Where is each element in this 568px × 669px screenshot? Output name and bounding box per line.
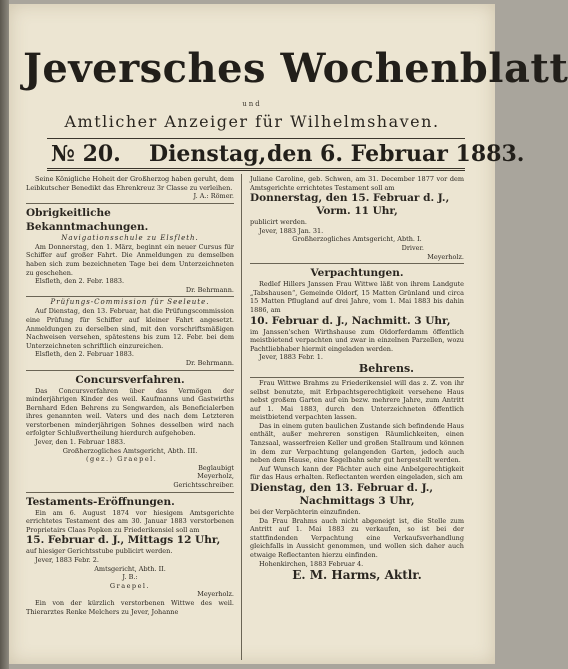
issue-date: den 6. Februar 1883. — [267, 141, 525, 167]
separator — [26, 203, 234, 204]
separator — [26, 492, 234, 493]
pruefung-signature: Dr. Behrmann. — [185, 358, 234, 367]
heading-verpachtungen: Verpachtungen. — [310, 267, 404, 280]
heading-concursverfahren: Concursverfahren. — [75, 373, 185, 386]
brahms-place-date: Hohenkirchen, 1883 Februar 4. — [259, 559, 364, 568]
continued-notice-cont: publicirt werden. — [250, 218, 307, 227]
newspaper-page — [9, 4, 568, 664]
testament-notice-cont: auf hiesiger Gerichtsstube publicirt werden. — [26, 547, 173, 556]
concurs-signature: (gez.) Graepel. — [86, 455, 158, 464]
brahms-signature: E. M. Harms, Aktlr. — [292, 568, 422, 583]
navigation-place-date: Elsfleth, den 2. Febr. 1883. — [35, 277, 125, 286]
column-divider — [241, 174, 242, 660]
left-column — [26, 175, 234, 661]
newspaper-title: Jeversches Wochenblatt — [23, 45, 568, 92]
continued-court: Großherzogliches Amtsgericht, Abth. I. — [292, 235, 422, 244]
masthead-rule-bottom — [47, 168, 465, 171]
verpachtung-notice-cont: im Janssen'schen Wirthshause zum Oldorferdamm öffentlich meistbietend verpachten und zwar in einzelnen Parzellen, wozu Pachtliebhaber hiermit eingeladen werden. — [250, 327, 464, 353]
brahms-notice: Frau Wittwe Brahms zu Friederikensiel will das z. Z. von ihr selbst benutzte, mit Erbpachtsgerechtigkeit versehene Haus nebst großem Garten auf ein bezw. mehrere Jahre, zum Antritt auf 1. Mai 1883, durch den Unterzeichneten öffentlich meistbietend verpachten lassen. — [250, 378, 464, 422]
masthead-und: und — [242, 100, 262, 108]
verpachtung-date-emphasis: 10. Februar d. J., Nachmitt. 3 Uhr, — [250, 314, 451, 327]
continued-place-date: Jever, 1883 Jan. 31. — [259, 226, 324, 235]
testament-court: Amtsgericht, Abth. II. — [94, 564, 166, 573]
separator — [250, 263, 464, 264]
verpachtung-notice: Redlef Hillers Janssen Frau Wittwe läßt von ihrem Landgute „Tabshausen“, Gemeinde Oldorf, 15 Matten Grünland und circa 15 Matten Pflugland auf drei Jahre, vom 1. Mai 1883 bis dahin 1886, am — [250, 280, 464, 314]
right-column — [250, 175, 464, 661]
testament-date-emphasis: 15. Februar d. J., Mittags 12 Uhr, — [26, 534, 221, 547]
separator — [26, 296, 234, 297]
testament-second-notice: Ein von der kürzlich verstorbenen Wittwe des weil. Thierarztes Renke Melchers zu Jever, Johanne — [26, 598, 234, 616]
concurs-beglaubigt: Beglaubigt — [198, 463, 234, 472]
testament-notice: Ein am 6. August 1874 vor hiesigem Amtsgerichte errichtetes Testament des am 30. Januar 1883 verstorbenen Proprietairs Claas Popken zu Friederikensiel soll am — [26, 508, 234, 534]
issue-number: № 20. — [51, 141, 121, 167]
testament-signature-clerk: Meyerholz. — [197, 590, 234, 599]
continued-notice: Juliane Caroline, geb. Schwen, am 31. December 1877 vor dem Amtsgerichte errichtetes Testament soll am — [250, 175, 464, 192]
concurs-place-date: Jever, den 1. Februar 1883. — [35, 438, 126, 447]
continued-time-emphasis: Vorm. 11 Uhr, — [316, 205, 398, 218]
subheading-navigationsschule: Navigationsschule zu Elsfleth. — [61, 233, 199, 242]
brahms-time-emphasis: Nachmittags 3 Uhr, — [299, 495, 415, 508]
royal-notice: Seine Königliche Hoheit der Großherzog haben geruht, dem Leibkutscher Benedikt das Ehrenkreuz 3r Classe zu verleihen. — [26, 175, 234, 192]
brahms-notice-sale: Da Frau Brahms auch nicht abgeneigt ist, die Stelle zum Antritt auf 1. Mai 1883 zu verkaufen, so ist bei der stattfindenden Verpachtung eine Verkaufsverhandlung gleichfalls in Aussicht genommen, und wollen sich daher auch etwaige Reflectanten hierzu einfinden. — [250, 516, 464, 559]
royal-signature: J. A.: Römer. — [193, 192, 234, 201]
testament-signature-name: Graepel. — [109, 581, 151, 590]
brahms-notice-wish: Auf Wunsch kann der Pächter auch eine Anbelgerechtigkeit für das Haus erhalten. Reflectanten werden eingeladen, sich am — [250, 464, 464, 482]
continued-signature-clerk: Meyerholz. — [427, 252, 464, 261]
heading-obrigkeitliche: Obrigkeitliche Bekanntmachungen. — [26, 206, 149, 233]
testament-place-date: Jever, 1883 Febr. 2. — [35, 556, 99, 564]
subheading-pruefungs-commission: Prüfungs-Commission für Seeleute. — [50, 298, 210, 307]
book-spine — [0, 0, 9, 669]
navigation-notice: Am Donnerstag, den 1. März, beginnt ein neuer Cursus für Schiffer auf großer Fahrt. Die Anmeldungen zu demselben haben sich zum bezeichneten Tage bei dem Unterzeichneten zu geschehen. — [26, 242, 234, 277]
concurs-notice: Das Concursverfahren über das Vermögen der minderjährigen Kinder des weil. Kaufmanns und Gastwirths Bernhard Eden Behrens zu Sengwarden, als Beneficialerben ihres genannten weil. Vaters und des nach dem Letzteren verstorbenen minderjährigen Sohnes desselben wird nach erfolgter Schlußvertheilung hierdurch aufgehoben. — [26, 386, 234, 438]
brahms-date-emphasis: Dienstag, den 13. Februar d. J., — [250, 482, 434, 495]
concurs-court: Großherzogliches Amtsgericht, Abth. III. — [62, 446, 198, 455]
issue-weekday: Dienstag, — [149, 141, 267, 167]
verpachtung-signature: Behrens. — [358, 361, 414, 375]
masthead — [9, 4, 568, 172]
concurs-beglaubigt-name: Meyerholz, — [197, 472, 234, 481]
testament-signature-jb: J. B.: — [122, 573, 138, 582]
brahms-notice-house: Das in einem guten baulichen Zustande sich befindende Haus enthält, außer mehreren sonstigen Räumlichkeiten, einen Tanzsaal, wasserfreien Keller und großen Stallraum und können in dem zur Verpachtung gelangenden Garten, jedoch auch neben dem Hause, eine Kegelbahn sehr gut hergestellt werden. — [250, 421, 464, 465]
pruefung-place-date: Elsfleth, den 2. Februar 1883. — [35, 350, 134, 359]
separator — [250, 377, 464, 378]
verpachtung-place-date: Jever, 1883 Febr. 1. — [259, 353, 323, 362]
newspaper-subtitle: Amtlicher Anzeiger für Wilhelmshaven. — [64, 112, 440, 131]
brahms-notice-cont: bei der Verpächterin einzufinden. — [250, 508, 361, 517]
navigation-signature: Dr. Behrmann. — [185, 285, 234, 294]
heading-testaments-eroeffnungen: Testaments-Eröffnungen. — [26, 495, 175, 508]
continued-signature-judge: Driver. — [401, 243, 424, 252]
issue-line — [45, 138, 525, 168]
pruefung-notice: Auf Dienstag, den 13. Februar, hat die Prüfungscommission eine Prüfung für Schiffer auf kleiner Fahrt angesetzt. Anmeldungen zu derselben sind, mit den vorschriftsmäßigen Nachweisen versehen, spätestens bis zum 12. Febr. bei dem Unterzeichneten schriftlich einzureichen. — [26, 307, 234, 350]
continued-date-emphasis: Donnerstag, den 15. Februar d. J., — [250, 192, 450, 205]
separator — [26, 370, 234, 371]
concurs-beglaubigt-title: Gerichtsschreiber. — [173, 481, 234, 490]
